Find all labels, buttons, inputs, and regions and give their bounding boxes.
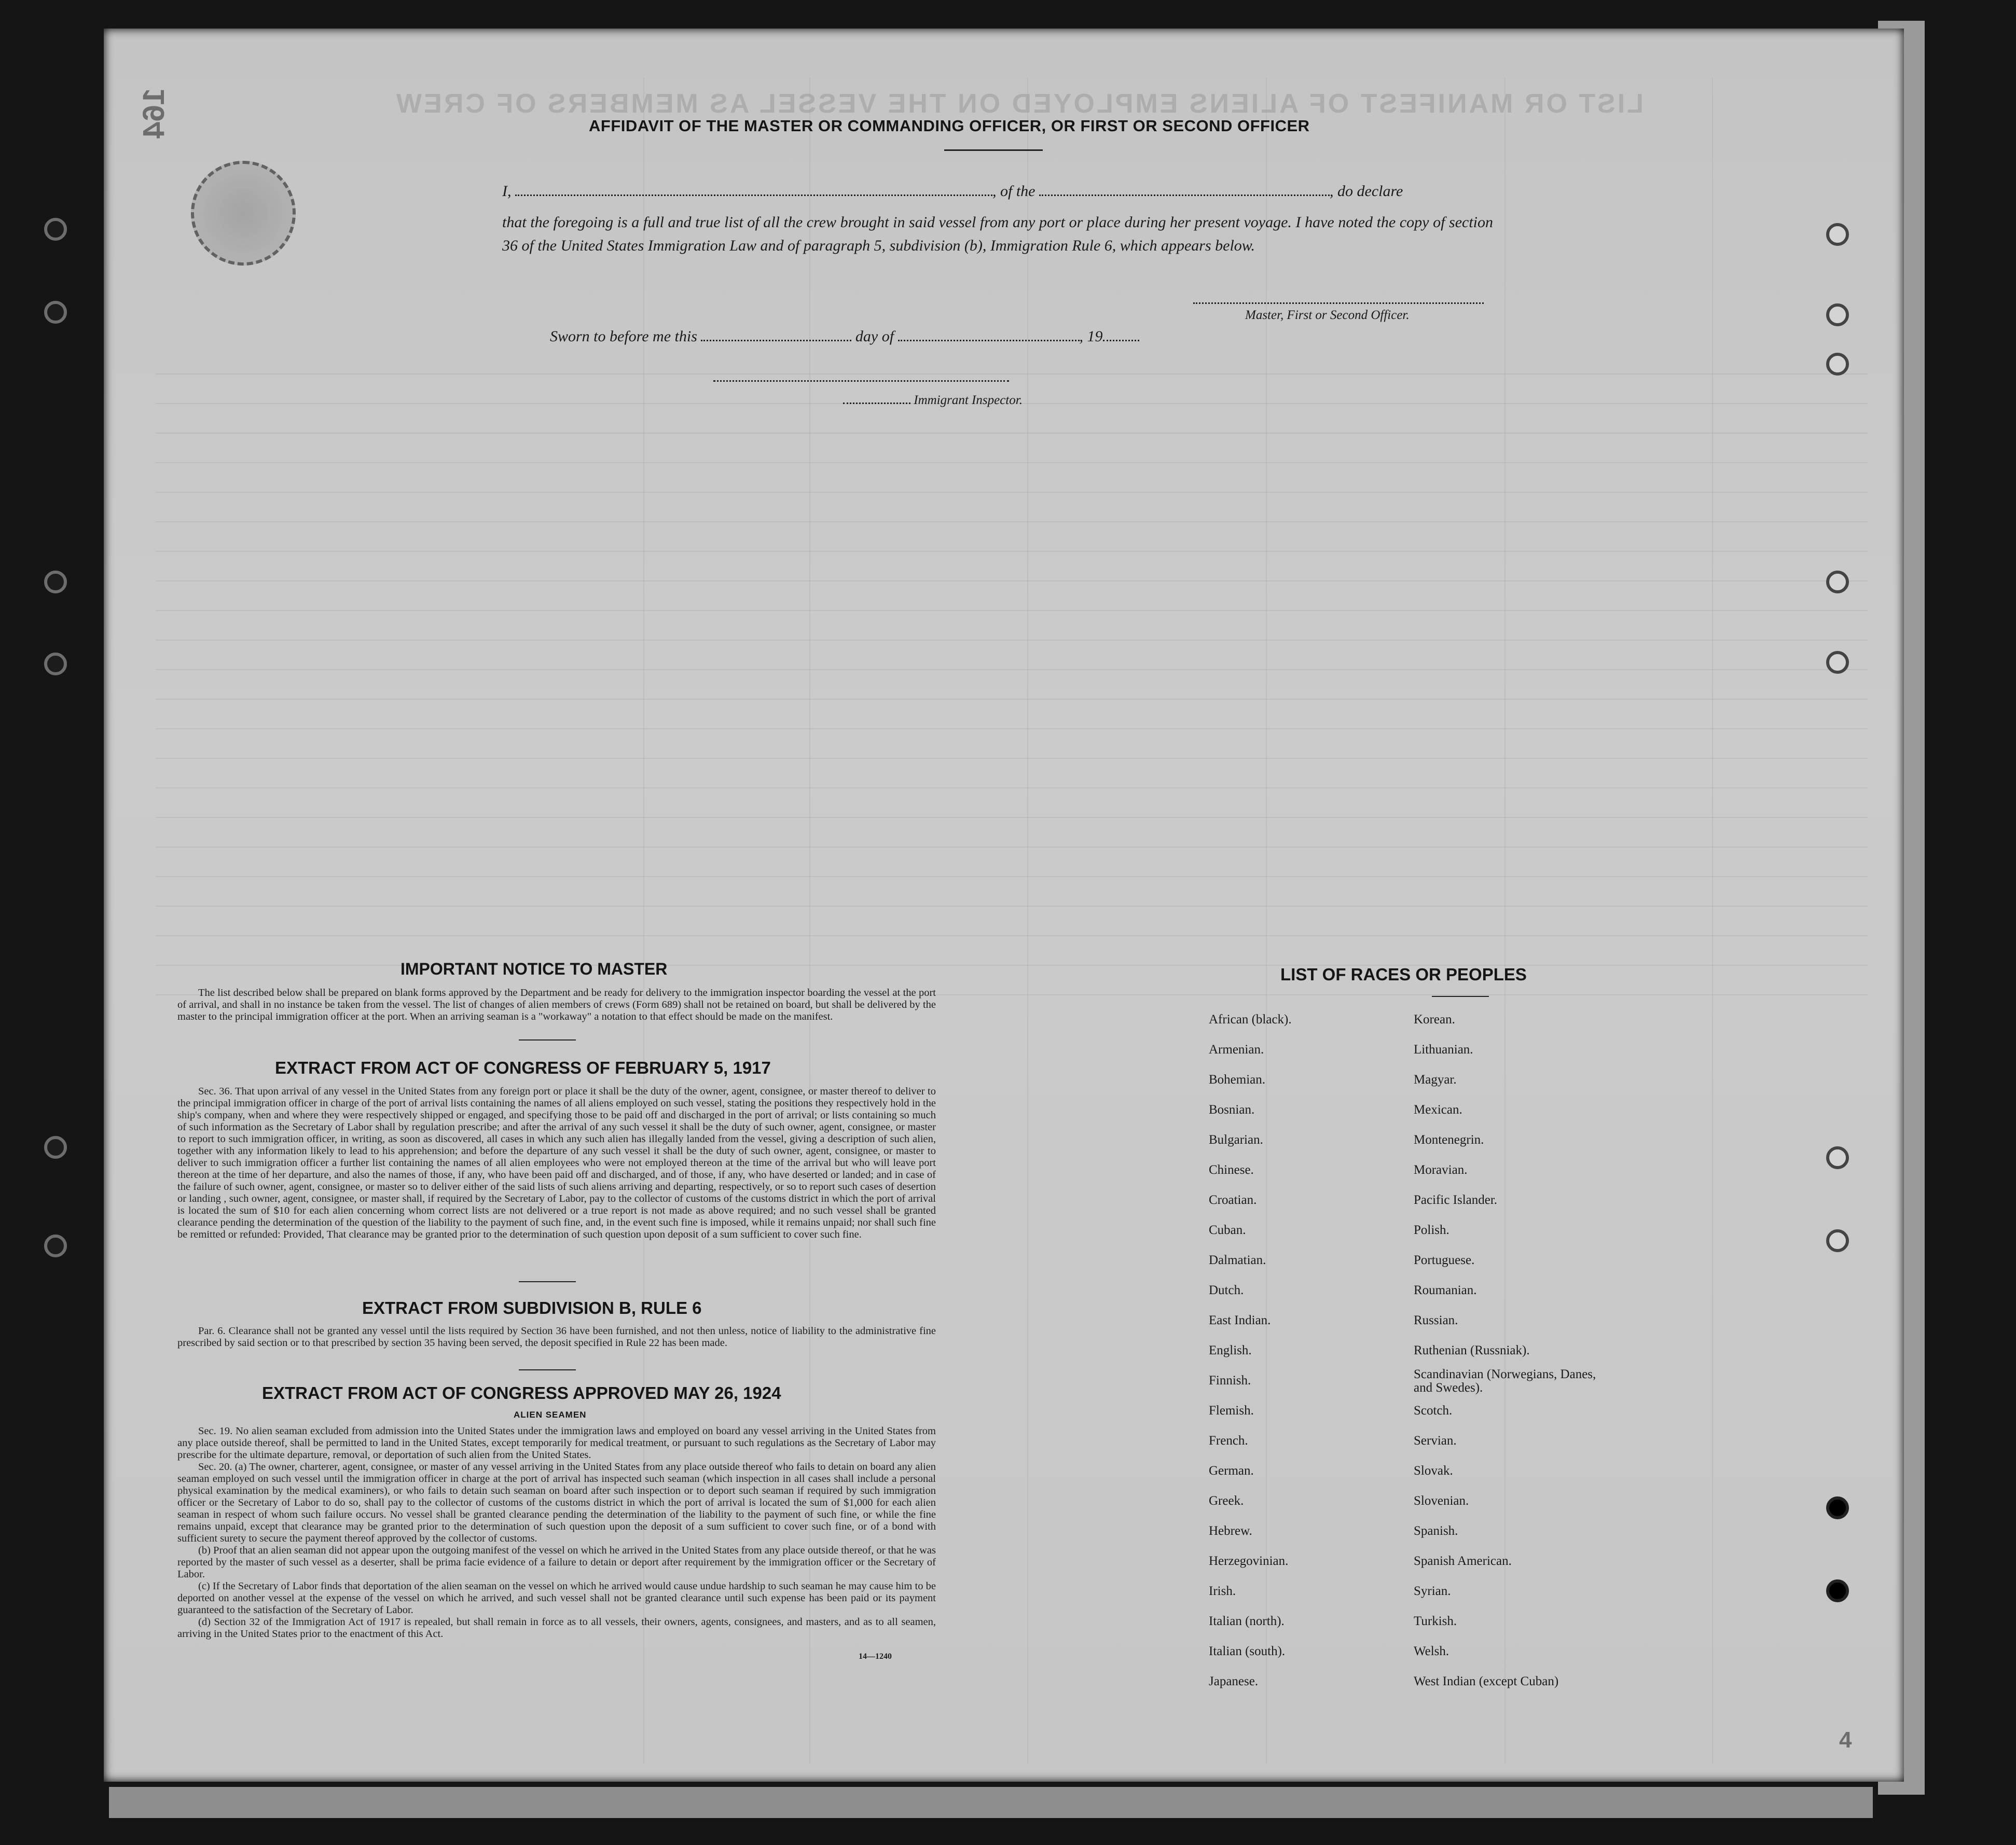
punch-hole bbox=[1826, 223, 1849, 246]
notice-rule bbox=[519, 1039, 576, 1041]
bleed-through-rule bbox=[156, 492, 1868, 493]
race-item: Herzegovinian. bbox=[1209, 1554, 1289, 1568]
punch-hole bbox=[44, 1136, 67, 1159]
bleed-through-rule bbox=[156, 640, 1868, 641]
margin-number: 164 bbox=[136, 88, 171, 138]
punch-hole bbox=[1826, 1579, 1849, 1602]
declaration-line bbox=[502, 183, 1493, 200]
race-item: Polish. bbox=[1414, 1223, 1449, 1237]
sec-20b-paragraph: (b) Proof that an alien seaman did not appear upon the outgoing manifest of the vessel on which he arrived in the United States from any place outside thereof, or that he was reported by the master of such vessel as a deserter, shall be prima facie evidence of a failure to detain or deport after requirement by the immigration officer or the Secretary of Labor. bbox=[177, 1545, 936, 1580]
race-item: Mexican. bbox=[1414, 1103, 1462, 1117]
sworn-day-label: day of bbox=[855, 328, 894, 345]
bleed-through-rule bbox=[156, 906, 1868, 907]
bleed-through-rule bbox=[156, 610, 1868, 611]
vessel-name-field[interactable] bbox=[1039, 195, 1330, 196]
officer-name-field[interactable] bbox=[515, 195, 992, 196]
punch-hole bbox=[1826, 1496, 1849, 1519]
race-item: Welsh. bbox=[1414, 1644, 1449, 1658]
inspector-caption bbox=[843, 393, 1023, 408]
race-item: Croatian. bbox=[1209, 1193, 1257, 1207]
bleed-through-rule bbox=[156, 787, 1868, 788]
master-signature-line[interactable] bbox=[1193, 302, 1484, 304]
race-item: Finnish. bbox=[1209, 1374, 1251, 1388]
race-item: West Indian (except Cuban) bbox=[1414, 1674, 1559, 1688]
sec-20c-paragraph: (c) If the Secretary of Labor finds that deportation of the alien seaman on the vessel on which he arrived would cause undue hardship to such seaman he may cause him to be deported on another vessel at the expense of the vessel on which he arrived, and such vessel shall not be granted clearance until such expense has been paid or its payment guaranteed to the satisfaction of the Secretary of Labor. bbox=[177, 1580, 936, 1616]
sworn-prefix: Sworn to before me this bbox=[550, 328, 697, 345]
punch-hole bbox=[1826, 303, 1849, 326]
race-item: Cuban. bbox=[1209, 1223, 1246, 1237]
race-item: Roumanian. bbox=[1414, 1283, 1477, 1297]
punch-hole bbox=[1826, 651, 1849, 674]
extract-1924-title: EXTRACT FROM ACT OF CONGRESS APPROVED MAY 26, 1924 bbox=[262, 1383, 781, 1403]
race-item: Montenegrin. bbox=[1414, 1133, 1484, 1147]
stamp-seal bbox=[191, 161, 296, 266]
race-item: Flemish. bbox=[1209, 1404, 1254, 1418]
sec-19-paragraph: Sec. 19. No alien seaman excluded from admission into the United States under the immigration laws and employed on board any vessel arriving in the United States from any place outside thereof, shall be permitted to land in the United States, except temporarily for medical treatment, or pursuant to such regulations as the Secretary of Labor may prescribe for the ultimate departure, removal, or deportation of such alien from the United States. bbox=[177, 1425, 936, 1461]
race-item: Pacific Islander. bbox=[1414, 1193, 1498, 1207]
races-left-column bbox=[1209, 1005, 1292, 1697]
race-item: Armenian. bbox=[1209, 1043, 1264, 1057]
sworn-year-field[interactable] bbox=[1103, 340, 1139, 341]
race-item: Hebrew. bbox=[1209, 1524, 1252, 1538]
bleed-through-rule bbox=[156, 462, 1868, 463]
punch-hole bbox=[1826, 353, 1849, 376]
declaration-i: I, bbox=[502, 183, 512, 200]
races-right-column bbox=[1414, 1005, 1600, 1697]
declaration-of-the: , of the bbox=[992, 183, 1035, 200]
bleed-through-rule bbox=[156, 699, 1868, 700]
race-item: Bosnian. bbox=[1209, 1103, 1255, 1117]
race-item: Moravian. bbox=[1414, 1163, 1468, 1177]
bleed-through-rule bbox=[156, 580, 1868, 581]
race-item: Japanese. bbox=[1209, 1674, 1259, 1688]
affidavit-title: AFFIDAVIT OF THE MASTER OR COMMANDING OFFICER, OR FIRST OR SECOND OFFICER bbox=[589, 117, 1310, 135]
bleed-through-rule bbox=[156, 521, 1868, 522]
punch-hole bbox=[44, 653, 67, 675]
bleed-through-rule bbox=[156, 758, 1868, 759]
punch-hole bbox=[1826, 571, 1849, 593]
race-item: Russian. bbox=[1414, 1313, 1458, 1327]
title-rule bbox=[944, 149, 1043, 151]
bleed-through-rule bbox=[156, 728, 1868, 729]
race-item: English. bbox=[1209, 1343, 1252, 1357]
punch-hole bbox=[1826, 1229, 1849, 1252]
race-item: Italian (north). bbox=[1209, 1614, 1285, 1628]
punch-hole bbox=[1826, 1146, 1849, 1169]
race-item: Bohemian. bbox=[1209, 1073, 1266, 1087]
extract-rule6-text: Par. 6. Clearance shall not be granted any vessel until the lists required by Section 36 have been furnished, and not then unless, notice of liability to the administrative fine prescribed by said section or to that prescribed by section 35 having been served, the deposit specified in Rule 22 has been made. bbox=[177, 1325, 936, 1349]
declaration-declare: , do declare bbox=[1330, 183, 1403, 200]
race-item: Servian. bbox=[1414, 1434, 1457, 1448]
bleed-through-rule bbox=[156, 373, 1868, 374]
notice-text: The list described below shall be prepared on blank forms approved by the Department and be ready for delivery to the immigration inspector boarding the vessel at the port of arrival, and shall in no instance be taken from the vessel. The list of changes of alien members of crews (Form 689) shall not be retained on board, but shall be delivered by the master to the principal immigration officer at the port. When an arriving seaman is a "workaway" a notation to that effect should be made on the manifest. bbox=[177, 987, 936, 1022]
race-item: Spanish American. bbox=[1414, 1554, 1512, 1568]
race-item: French. bbox=[1209, 1434, 1248, 1448]
race-item: Chinese. bbox=[1209, 1163, 1254, 1177]
sworn-year-label: , 19 bbox=[1079, 328, 1103, 345]
extract-1917-title: EXTRACT FROM ACT OF CONGRESS OF FEBRUARY 5, 1917 bbox=[275, 1058, 771, 1077]
bleed-through-rule bbox=[156, 935, 1868, 936]
race-item: Slovenian. bbox=[1414, 1494, 1469, 1508]
bleed-through-rule bbox=[156, 433, 1868, 434]
extract-1917-rule bbox=[519, 1281, 576, 1282]
race-item: German. bbox=[1209, 1464, 1254, 1478]
bleed-through-rule bbox=[156, 817, 1868, 818]
notice-title: IMPORTANT NOTICE TO MASTER bbox=[401, 960, 668, 978]
extract-rule6-title: EXTRACT FROM SUBDIVISION B, RULE 6 bbox=[362, 1298, 702, 1317]
punch-hole bbox=[44, 218, 67, 241]
race-item: Greek. bbox=[1209, 1494, 1244, 1508]
race-item: Spanish. bbox=[1414, 1524, 1458, 1538]
race-item: Lithuanian. bbox=[1414, 1043, 1473, 1057]
inspector-dash bbox=[843, 403, 910, 404]
race-item: Ruthenian (Russniak). bbox=[1414, 1343, 1530, 1357]
page-bottom-edge bbox=[109, 1787, 1873, 1818]
extract-rule6-rule bbox=[519, 1369, 576, 1370]
race-item: Scotch. bbox=[1414, 1404, 1453, 1418]
bleed-through-column-rule bbox=[1712, 78, 1713, 1764]
declaration-body: that the foregoing is a full and true list of all the crew brought in said vessel from any port or place during her present voyage. I have noted the copy of section 36 of the United States Immigration Law and of paragraph 5, subdivision (b), Immigration Rule 6, which appears below. bbox=[502, 214, 1493, 254]
race-item: East Indian. bbox=[1209, 1313, 1271, 1327]
punch-hole bbox=[44, 571, 67, 593]
race-item: Magyar. bbox=[1414, 1073, 1457, 1087]
sec-20d-paragraph: (d) Section 32 of the Immigration Act of 1917 is repealed, but shall remain in force as to all vessels, their owners, agents, consignees, and masters, and as to all seamen, arriving in the United States prior to the enactment of this Act. bbox=[177, 1616, 936, 1640]
race-item: Dalmatian. bbox=[1209, 1253, 1266, 1267]
race-item: Syrian. bbox=[1414, 1584, 1451, 1598]
race-item: Portuguese. bbox=[1414, 1253, 1475, 1267]
bleed-through-rule bbox=[156, 876, 1868, 877]
race-item: Korean. bbox=[1414, 1012, 1455, 1026]
bleed-through-header: LIST OR MANIFEST OF ALIENS EMPLOYED ON THE VESSEL AS MEMBERS OF CREW bbox=[394, 89, 1644, 119]
punch-hole bbox=[44, 1234, 67, 1257]
race-item: Bulgarian. bbox=[1209, 1133, 1263, 1147]
extract-1917-text: Sec. 36. That upon arrival of any vessel in the United States from any foreign port or place it shall be the duty of the owner, agent, consignee, or master thereof to deliver to the principal immigration officer in charge of the port of arrival lists containing the names of all aliens employed on such vessel, stating the positions they respectively hold in the ship's company, when and where they were respectively shipped or engaged, and specifying those to be paid off and discharged in the port of arrival; or lists containing so much of such information as the Secretary of Labor shall by regulation prescribe; and after the arrival of any such vessel it shall be the duty of such owner, agent, consignee, or master to report to such immigration officer, in writing, as soon as discovered, all cases in which any such alien has illegally landed from the vessel, giving a description of such alien, together with any information likely to lead to his apprehension; and before the departure of any such vessel it shall be the duty of such owner, agent, consignee, or master to deliver to such immigration officer a further list containing the names of all alien employees who were not employed thereon at the time of the arrival but who will leave port thereon at the time of her departure, and also the names of those, if any, who have been paid off and discharged, and of those, if any, who have deserted or landed; and in case of the failure of such owner, agent, consignee, or master so to deliver either of the said lists of such aliens arriving and departing, respectively, or so to report such cases of desertion or landing , such owner, agent, consignee, or master shall, if required by the Secretary of Labor, pay to the collector of customs of the customs district in which the port of arrival is located the sum of $10 for each alien concerning whom correct lists are not delivered or a true report is not made as above required; and no such vessel shall be granted clearance pending the determination of the question of the liability to the payment of such fine, and, in the event such fine is imposed, while it remains unpaid; nor shall such fine be remitted or refunded: Provided, That clearance may be granted prior to the determination of such question upon deposit of a sum sufficient to cover such fine. bbox=[177, 1086, 936, 1240]
extract-1924-subtitle: ALIEN SEAMEN bbox=[514, 1410, 587, 1420]
race-item: Dutch. bbox=[1209, 1283, 1244, 1297]
race-item: Slovak. bbox=[1414, 1464, 1453, 1478]
sec-20a-paragraph: Sec. 20. (a) The owner, charterer, agent, consignee, or master of any vessel arriving in the United States from any place outside thereof who fails to detain on board any alien seaman employed on such vessel until the immigration officer in charge at the port of arrival has inspected such seaman (which inspection in all cases shall include a personal physical examination by the medical examiners), or who fails to detain such seaman on board after such inspection or to deport such seaman if required by such immigration officer or the Secretary of Labor to do so, shall pay to the collector of customs of the customs district in which the port of arrival is located the sum of $1,000 for each alien seaman in respect of whom such failure occurs. No vessel shall be granted clearance pending the determination of the liability to the payment of such fine, or while the fine remains unpaid, except that clearance may be granted prior to the determination of such question upon the deposit of a sum sufficient to cover such fine, or of a bond with sufficient surety to secure the payment thereof approved by the collector of customs. bbox=[177, 1461, 936, 1544]
race-item: Turkish. bbox=[1414, 1614, 1457, 1628]
races-rule bbox=[1432, 996, 1489, 997]
inspector-caption-text: Immigrant Inspector. bbox=[914, 393, 1023, 407]
sworn-line bbox=[550, 328, 1139, 345]
race-item: Irish. bbox=[1209, 1584, 1236, 1598]
race-item: African (black). bbox=[1209, 1012, 1292, 1026]
bleed-through-rule bbox=[156, 847, 1868, 848]
sworn-day-field[interactable] bbox=[701, 340, 851, 341]
bleed-through-rule bbox=[156, 669, 1868, 670]
punch-hole bbox=[44, 301, 67, 324]
extract-1924-text bbox=[177, 1425, 936, 1640]
races-title: LIST OF RACES OR PEOPLES bbox=[1280, 965, 1527, 984]
corner-mark: 4 bbox=[1839, 1727, 1852, 1753]
race-item: Scandinavian (Norwegians, Danes, and Swedes). bbox=[1414, 1367, 1596, 1395]
inspector-signature-line[interactable] bbox=[713, 380, 1009, 382]
form-number: 14—1240 bbox=[859, 1652, 892, 1661]
race-item: Italian (south). bbox=[1209, 1644, 1286, 1658]
bleed-through-rule bbox=[156, 551, 1868, 552]
sworn-month-field[interactable] bbox=[898, 340, 1080, 341]
master-caption: Master, First or Second Officer. bbox=[1245, 308, 1410, 322]
